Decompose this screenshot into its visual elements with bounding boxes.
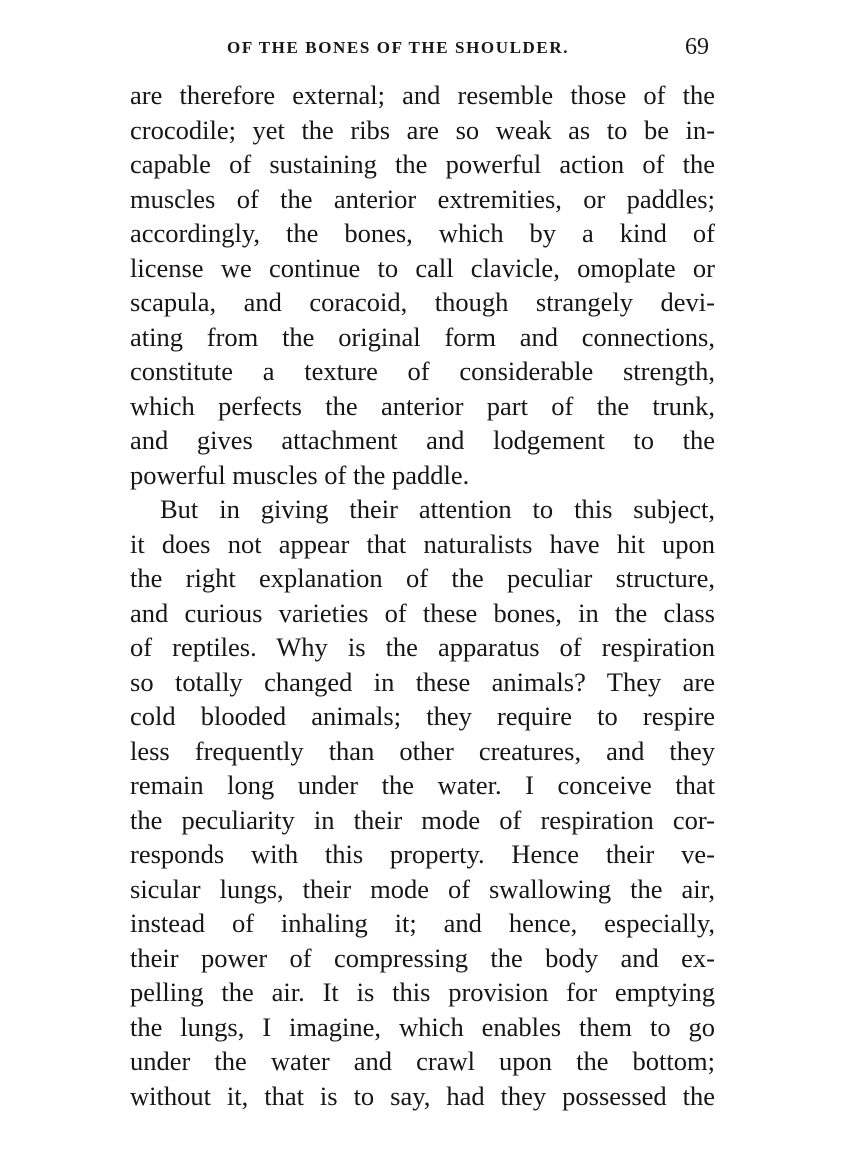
text-line: constitute a texture of considerable strength,: [130, 356, 715, 386]
text-line: powerful muscles of the paddle.: [130, 459, 470, 490]
text-line: scapula, and coracoid, though strangely devi-: [130, 287, 715, 317]
page-number: 69: [685, 34, 709, 60]
text-line: less frequently than other creatures, and they: [130, 735, 715, 766]
text-line: accordingly, the bones, which by a kind of: [130, 218, 715, 248]
text-line: ating from the original form and connections,: [130, 321, 715, 352]
text-line: responds with this property. Hence their ve-: [130, 839, 715, 869]
text-line: and gives attachment and lodgement to the: [130, 425, 715, 455]
text-line: pelling the air. It is this provision for emptying: [130, 977, 715, 1007]
text-line: it does not appear that naturalists have hit upon: [130, 528, 715, 559]
text-line: crocodile; yet the ribs are so weak as to be in-: [130, 114, 715, 145]
text-line: and curious varieties of these bones, in the class: [130, 597, 715, 628]
text-line: capable of sustaining the powerful action of the: [130, 149, 715, 179]
paragraph-2: [130, 492, 715, 1113]
text-line: under the water and crawl upon the bottom;: [130, 1046, 715, 1076]
text-line: muscles of the anterior extremities, or paddles;: [130, 183, 715, 214]
text-line: so totally changed in these animals? They are: [130, 666, 715, 697]
text-line: remain long under the water. I conceive that: [130, 770, 715, 800]
text-line: without it, that is to say, had they possessed the: [130, 1080, 715, 1111]
text-line: the peculiarity in their mode of respiration cor-: [130, 804, 715, 835]
text-line: which perfects the anterior part of the trunk,: [130, 390, 715, 421]
text-line: are therefore external; and resemble those of the: [130, 80, 715, 110]
body-text: [130, 78, 715, 1113]
text-line: the lungs, I imagine, which enables them to go: [130, 1011, 715, 1042]
paragraph-1: [130, 78, 715, 492]
text-line: sicular lungs, their mode of swallowing the air,: [130, 873, 715, 904]
text-line: But in giving their attention to this subject,: [160, 494, 715, 524]
text-line: the right explanation of the peculiar structure,: [130, 563, 715, 593]
text-line: of reptiles. Why is the apparatus of respiration: [130, 632, 715, 662]
text-line: instead of inhaling it; and hence, especially,: [130, 908, 715, 938]
text-line: license we continue to call clavicle, omoplate or: [130, 252, 715, 283]
text-line: their power of compressing the body and ex-: [130, 942, 715, 973]
running-head: [130, 36, 715, 60]
text-line: cold blooded animals; they require to respire: [130, 701, 715, 731]
running-title: OF THE BONES OF THE SHOULDER.: [227, 38, 570, 57]
